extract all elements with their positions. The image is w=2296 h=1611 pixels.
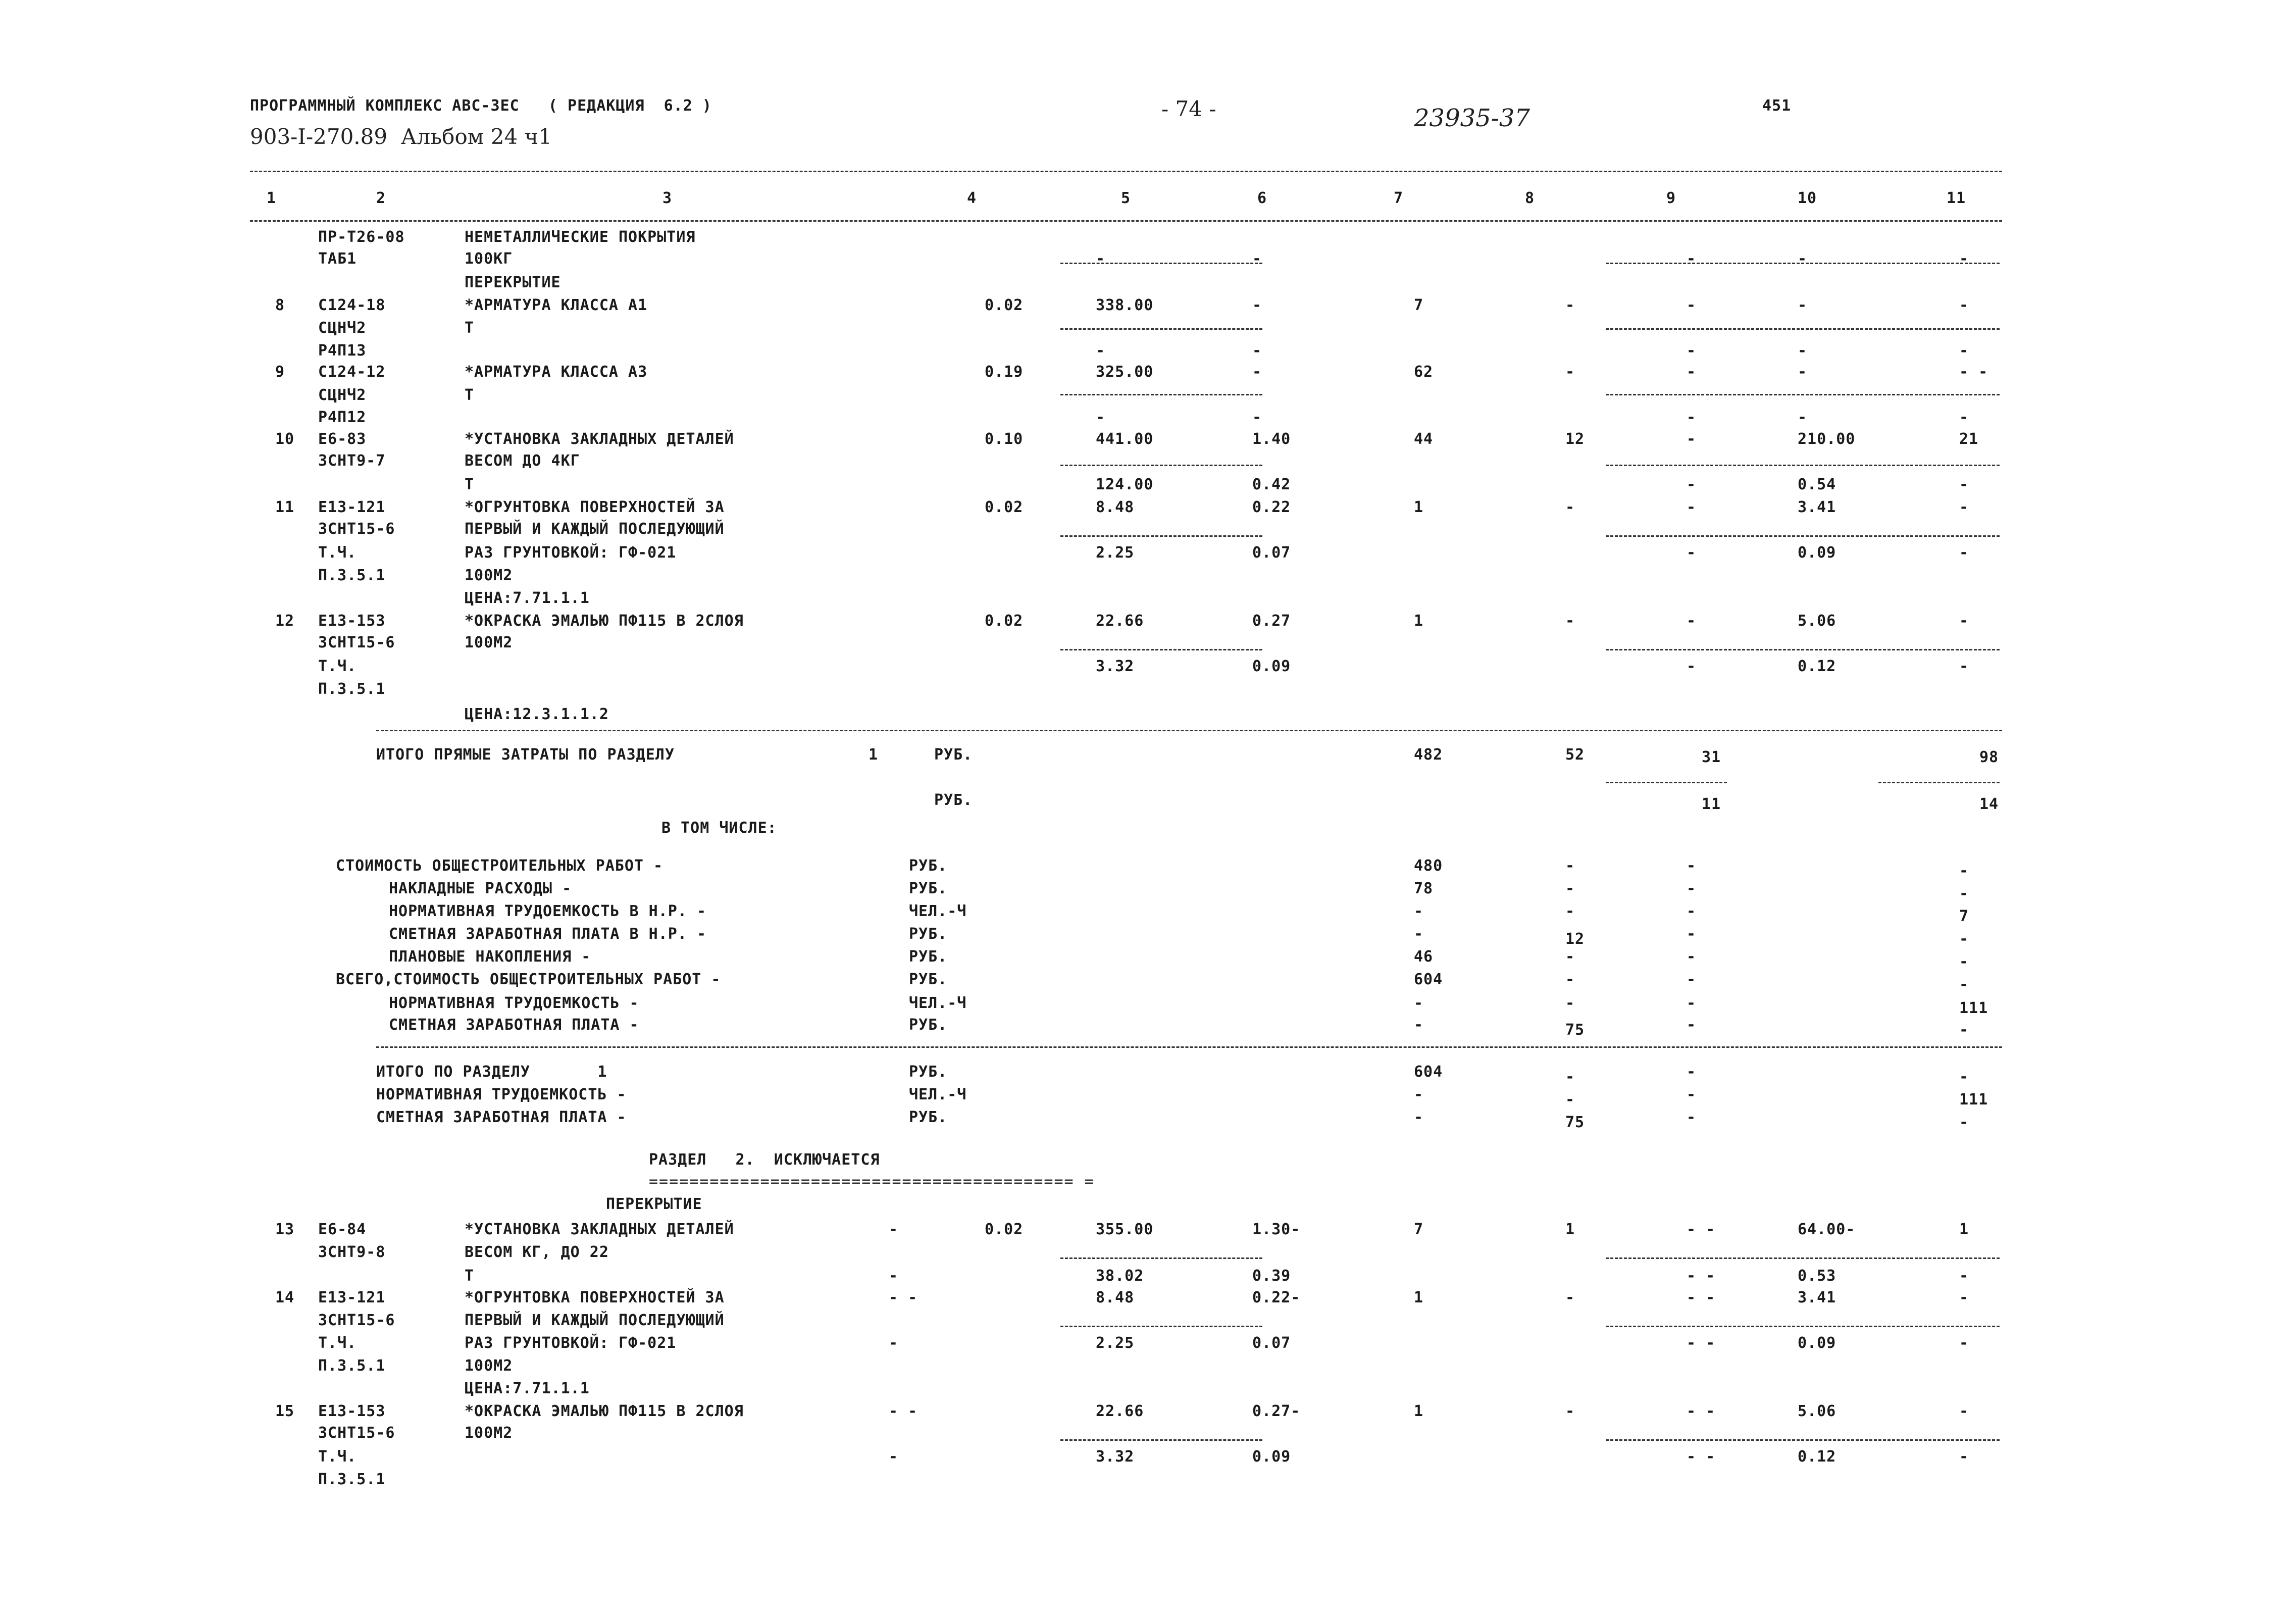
cell2-c3: РАЗ ГРУНТОВКОЙ: ГФ-021 — [465, 1334, 677, 1352]
cell-c3: Т — [465, 319, 475, 337]
cell2-c6: 1.30- — [1252, 1221, 1301, 1238]
breakdown-c11: - — [1959, 953, 1969, 971]
sheet-number: 451 — [1762, 97, 1792, 115]
direct-costs-subrule-b — [1878, 782, 2000, 783]
album-reference: 903-I-270.89 Альбом 24 ч1 — [250, 124, 552, 149]
cell2-c10: 0.53 — [1798, 1267, 1836, 1285]
cell2-c3b: - — [889, 1267, 899, 1285]
direct-costs-c7: 482 — [1414, 746, 1443, 764]
cell-c3: ПЕРЕКРЫТИЕ — [465, 274, 561, 291]
breakdown-label: НОРМАТИВНАЯ ТРУДОЕМКОСТЬ - — [389, 994, 639, 1012]
cell-c8: - — [1565, 612, 1575, 630]
cell-c10: 3.41 — [1798, 498, 1836, 516]
cell2-c9: - - — [1687, 1402, 1716, 1420]
sub-rule2-5 — [1606, 1439, 2000, 1441]
cell-c3: *АРМАТУРА КЛАССА А1 — [465, 296, 648, 314]
sub-rule-3 — [1606, 328, 2000, 330]
cell-c4: 0.02 — [985, 612, 1024, 630]
breakdown-c7: 78 — [1414, 880, 1434, 897]
breakdown-c7: 46 — [1414, 948, 1434, 966]
cell-c5: 2.25 — [1096, 544, 1135, 562]
breakdown-label: СТОИМОСТЬ ОБЩЕСТРОИТЕЛЬНЫХ РАБОТ - — [336, 857, 664, 875]
breakdown-c11: 111 — [1959, 999, 1988, 1017]
breakdown-c8: - — [1565, 948, 1575, 966]
column-header-5: 5 — [1121, 189, 1131, 207]
cell-c6: - — [1252, 296, 1262, 314]
cell-c6: 0.07 — [1252, 544, 1291, 562]
cell-c3: 100М2 — [465, 634, 513, 651]
breakdown-c9: - — [1687, 948, 1697, 966]
cell-c10: - — [1798, 296, 1808, 314]
cell2-c11: 1 — [1959, 1221, 1969, 1238]
breakdown-c11: - — [1959, 930, 1969, 948]
breakdown-c9: - — [1687, 994, 1697, 1012]
section-total-label: НОРМАТИВНАЯ ТРУДОЕМКОСТЬ - — [376, 1086, 627, 1103]
cell2-c11: - — [1959, 1448, 1969, 1466]
cell2-c1: 15 — [275, 1402, 295, 1420]
cell-c9: - — [1687, 612, 1697, 630]
breakdown-c8: - — [1565, 971, 1575, 988]
breakdown-c9: - — [1687, 925, 1697, 943]
cell-c11: 21 — [1959, 430, 1979, 448]
cell-c9: - — [1687, 342, 1697, 360]
cell2-c3: 100М2 — [465, 1424, 513, 1442]
cell2-c9: - - — [1687, 1267, 1716, 1285]
cell2-c3: ВЕСОМ КГ, ДО 22 — [465, 1243, 609, 1261]
section2-underline: ========================================== = — [649, 1173, 1095, 1190]
cell-c6: 0.27 — [1252, 612, 1291, 630]
cell2-c3: Т — [465, 1267, 475, 1285]
sub-rule2-4 — [1060, 1439, 1262, 1441]
cell-c7: 44 — [1414, 430, 1434, 448]
breakdown-c7: 604 — [1414, 971, 1443, 988]
cell-c9: - — [1687, 498, 1697, 516]
cell2-c7: 1 — [1414, 1402, 1424, 1420]
direct-costs-unit2: РУБ. — [934, 791, 973, 809]
cell-c3: ПЕРВЫЙ И КАЖДЫЙ ПОСЛЕДУЮЩИЙ — [465, 520, 725, 538]
cell2-c3: 100М2 — [465, 1357, 513, 1375]
cell-c5: 325.00 — [1096, 363, 1154, 381]
cell-c5: - — [1096, 250, 1106, 268]
sub-rule2-0 — [1060, 1257, 1262, 1259]
cell-c9: - — [1687, 658, 1697, 675]
cell2-c3: *ОКРАСКА ЭМАЛЬЮ ПФ115 В 2СЛОЯ — [465, 1402, 744, 1420]
cell2-c2: П.3.5.1 — [318, 1471, 386, 1488]
cell2-c6: 0.27- — [1252, 1402, 1301, 1420]
cell2-c2: Е13-153 — [318, 1402, 386, 1420]
breakdown-c9: - — [1687, 902, 1697, 920]
breakdown-unit: РУБ. — [909, 971, 948, 988]
column-header-9: 9 — [1666, 189, 1676, 207]
cell2-c5: 38.02 — [1096, 1267, 1144, 1285]
cell-c11: - — [1959, 498, 1969, 516]
cell-c2: Е13-153 — [318, 612, 386, 630]
breakdown-c7: - — [1414, 925, 1424, 943]
cell-c9: - — [1687, 409, 1697, 426]
cell-c2: СЦНЧ2 — [318, 386, 367, 404]
cell-c2: Е13-121 — [318, 498, 386, 516]
cell-c5: 338.00 — [1096, 296, 1154, 314]
cell-c3: ЦЕНА:12.3.1.1.2 — [465, 706, 609, 723]
section2-subtitle: ПЕРЕКРЫТИЕ — [606, 1195, 702, 1213]
cell2-c10: 5.06 — [1798, 1402, 1836, 1420]
cell2-c3: ПЕРВЫЙ И КАЖДЫЙ ПОСЛЕДУЮЩИЙ — [465, 1312, 725, 1329]
cell-c10: - — [1798, 409, 1808, 426]
cell2-c8: - — [1565, 1289, 1575, 1306]
cell2-c6: 0.39 — [1252, 1267, 1291, 1285]
sub-rule-4 — [1060, 394, 1262, 395]
section-total-c9: - — [1687, 1063, 1697, 1081]
cell-c2: ЗСНТ15-6 — [318, 520, 395, 538]
cell-c8: 12 — [1565, 430, 1585, 448]
breakdown-unit: ЧЕЛ.-Ч — [909, 902, 967, 920]
cell-c5: 441.00 — [1096, 430, 1154, 448]
cell-c5: - — [1096, 342, 1106, 360]
cell2-c5: 355.00 — [1096, 1221, 1154, 1238]
cell-c1: 8 — [275, 296, 285, 314]
cell-c6: 0.09 — [1252, 658, 1291, 675]
cell-c9: - — [1687, 250, 1697, 268]
cell2-c2: ЗСНТ15-6 — [318, 1424, 395, 1442]
breakdown-c11: - — [1959, 1021, 1969, 1039]
cell2-c8: 1 — [1565, 1221, 1575, 1238]
breakdown-label: ПЛАНОВЫЕ НАКОПЛЕНИЯ - — [389, 948, 591, 966]
section-total-label: СМЕТНАЯ ЗАРАБОТНАЯ ПЛАТА - — [376, 1109, 627, 1126]
breakdown-c11: - — [1959, 862, 1969, 880]
including-label: В ТОМ ЧИСЛЕ: — [661, 819, 777, 837]
breakdown-c8: 12 — [1565, 930, 1585, 948]
column-header-3: 3 — [662, 189, 673, 207]
direct-costs-subrule-a — [1606, 782, 1727, 783]
cell2-c3b: - — [889, 1448, 899, 1466]
direct-costs-c8: 52 — [1565, 746, 1585, 764]
direct-costs-c9-sub: 11 — [1702, 795, 1721, 813]
cell-c2: СЦНЧ2 — [318, 319, 367, 337]
section-total-c8: - — [1565, 1091, 1575, 1109]
cell2-c6: 0.09 — [1252, 1448, 1291, 1466]
column-header-4: 4 — [967, 189, 977, 207]
breakdown-unit: РУБ. — [909, 925, 948, 943]
breakdown-label: СМЕТНАЯ ЗАРАБОТНАЯ ПЛАТА В Н.Р. - — [389, 925, 707, 943]
cell-c1: 10 — [275, 430, 295, 448]
cell-c8: - — [1565, 498, 1575, 516]
section-total-c9: - — [1687, 1109, 1697, 1126]
breakdown-c9: - — [1687, 857, 1697, 875]
cell2-c2: ЗСНТ9-8 — [318, 1243, 386, 1261]
breakdown-unit: РУБ. — [909, 880, 948, 897]
cell2-c4: 0.02 — [985, 1221, 1024, 1238]
breakdown-label: НОРМАТИВНАЯ ТРУДОЕМКОСТЬ В Н.Р. - — [389, 902, 707, 920]
cell2-c1: 14 — [275, 1289, 295, 1306]
breakdown-c7: - — [1414, 994, 1424, 1012]
cell2-c3b: - - — [889, 1402, 918, 1420]
cell2-c6: 0.22- — [1252, 1289, 1301, 1306]
cell-c8: - — [1565, 296, 1575, 314]
direct-costs-section: 1 — [869, 746, 879, 764]
cell-c3: *ОГРУНТОВКА ПОВЕРХНОСТЕЙ ЗА — [465, 498, 725, 516]
column-header-10: 10 — [1798, 189, 1817, 207]
cell-c10: 210.00 — [1798, 430, 1856, 448]
cell2-c11: - — [1959, 1289, 1969, 1306]
cell-c3: *ОКРАСКА ЭМАЛЬЮ ПФ115 В 2СЛОЯ — [465, 612, 744, 630]
direct-costs-rule — [376, 730, 2002, 731]
sub-rule-8 — [1060, 535, 1262, 537]
breakdown-c8: - — [1565, 902, 1575, 920]
cell-c3: 100М2 — [465, 567, 513, 584]
breakdown-c7: 480 — [1414, 857, 1443, 875]
cell-c6: 1.40 — [1252, 430, 1291, 448]
sub-rule-11 — [1606, 649, 2000, 650]
cell2-c8: - — [1565, 1402, 1575, 1420]
cell2-c2: Е13-121 — [318, 1289, 386, 1306]
cell-c1: 9 — [275, 363, 285, 381]
cell-c10: 0.09 — [1798, 544, 1836, 562]
cell2-c1: 13 — [275, 1221, 295, 1238]
cell-c5: 3.32 — [1096, 658, 1135, 675]
cell-c5: - — [1096, 409, 1106, 426]
cell-c2: Р4П12 — [318, 409, 367, 426]
column-header-6: 6 — [1257, 189, 1267, 207]
cell-c7: 62 — [1414, 363, 1434, 381]
cell2-c5: 3.32 — [1096, 1448, 1135, 1466]
section-total-c7: - — [1414, 1086, 1424, 1103]
cell-c5: 8.48 — [1096, 498, 1135, 516]
cell2-c10: 0.09 — [1798, 1334, 1836, 1352]
direct-costs-unit: РУБ. — [934, 746, 973, 764]
cell-c9: - — [1687, 476, 1697, 493]
cell-c11: - — [1959, 342, 1969, 360]
cell-c3: ЦЕНА:7.71.1.1 — [465, 589, 590, 607]
cell-c2: П.3.5.1 — [318, 680, 386, 698]
cell2-c3b: - — [889, 1334, 899, 1352]
cell-c3: Т — [465, 386, 475, 404]
cell-c6: 0.22 — [1252, 498, 1291, 516]
cell-c11: - — [1959, 250, 1969, 268]
section-total-label: ИТОГО ПО РАЗДЕЛУ 1 — [376, 1063, 607, 1081]
breakdown-label: НАКЛАДНЫЕ РАСХОДЫ - — [389, 880, 572, 897]
column-header-2: 2 — [376, 189, 386, 207]
cell-c4: 0.10 — [985, 430, 1024, 448]
document-number: 23935-37 — [1414, 104, 1530, 132]
cell2-c6: 0.07 — [1252, 1334, 1291, 1352]
breakdown-unit: РУБ. — [909, 857, 948, 875]
cell-c10: 0.12 — [1798, 658, 1836, 675]
cell2-c9: - - — [1687, 1334, 1716, 1352]
cell2-c2: ЗСНТ15-6 — [318, 1312, 395, 1329]
section-total-unit: РУБ. — [909, 1063, 948, 1081]
breakdown-unit: РУБ. — [909, 948, 948, 966]
cell-c9: - — [1687, 296, 1697, 314]
direct-costs-label: ИТОГО ПРЯМЫЕ ЗАТРАТЫ ПО РАЗДЕЛУ — [376, 746, 675, 764]
cell2-c10: 3.41 — [1798, 1289, 1836, 1306]
direct-costs-c11: 98 — [1979, 748, 1999, 766]
sub-rule-0 — [1060, 263, 1262, 264]
cell-c3: 100КГ — [465, 250, 513, 268]
section-total-unit: ЧЕЛ.-Ч — [909, 1086, 967, 1103]
breakdown-c11: - — [1959, 885, 1969, 902]
header-rule-bottom — [250, 220, 2002, 222]
cell2-c3b: - — [889, 1221, 899, 1238]
cell-c2: ПР-Т26-08 — [318, 228, 405, 246]
cell-c10: - — [1798, 363, 1808, 381]
cell-c11: - — [1959, 544, 1969, 562]
section-total-unit: РУБ. — [909, 1109, 948, 1126]
cell-c9: - — [1687, 363, 1697, 381]
cell-c3: НЕМЕТАЛЛИЧЕСКИЕ ПОКРЫТИЯ — [465, 228, 696, 246]
cell2-c2: Е6-84 — [318, 1221, 367, 1238]
cell-c5: 124.00 — [1096, 476, 1154, 493]
cell-c4: 0.02 — [985, 296, 1024, 314]
cell-c2: С124-18 — [318, 296, 386, 314]
cell-c3: *АРМАТУРА КЛАССА А3 — [465, 363, 648, 381]
direct-costs-c9: 31 — [1702, 748, 1721, 766]
cell-c3: Т — [465, 476, 475, 493]
column-header-7: 7 — [1394, 189, 1404, 207]
breakdown-c8: - — [1565, 880, 1575, 897]
breakdown-c11: - — [1959, 976, 1969, 993]
cell2-c3: ЦЕНА:7.71.1.1 — [465, 1380, 590, 1397]
breakdown-c9: - — [1687, 971, 1697, 988]
cell-c1: 11 — [275, 498, 295, 516]
cell2-c2: Т.Ч. — [318, 1448, 357, 1466]
section-total-c11: - — [1959, 1114, 1969, 1131]
breakdown-unit: ЧЕЛ.-Ч — [909, 994, 967, 1012]
section-total-rule — [376, 1046, 2002, 1048]
cell-c6: - — [1252, 342, 1262, 360]
cell-c11: - — [1959, 612, 1969, 630]
header-rule-top — [250, 171, 2002, 172]
cell-c11: - — [1959, 409, 1969, 426]
cell-c2: П.3.5.1 — [318, 567, 386, 584]
breakdown-c9: - — [1687, 880, 1697, 897]
cell-c7: 1 — [1414, 612, 1424, 630]
cell2-c10: 64.00- — [1798, 1221, 1856, 1238]
cell2-c3: *УСТАНОВКА ЗАКЛАДНЫХ ДЕТАЛЕЙ — [465, 1221, 734, 1238]
sub-rule-1 — [1606, 263, 2000, 264]
breakdown-c9: - — [1687, 1016, 1697, 1034]
breakdown-c8: 75 — [1565, 1021, 1585, 1039]
cell-c10: 0.54 — [1798, 476, 1836, 493]
cell-c7: 7 — [1414, 296, 1424, 314]
sub-rule-7 — [1606, 465, 2000, 466]
cell2-c2: П.3.5.1 — [318, 1357, 386, 1375]
section2-title: РАЗДЕЛ 2. ИСКЛЮЧАЕТСЯ — [649, 1151, 880, 1169]
cell-c6: - — [1252, 363, 1262, 381]
cell-c10: - — [1798, 342, 1808, 360]
sub-rule-5 — [1606, 394, 2000, 395]
cell2-c5: 8.48 — [1096, 1289, 1135, 1306]
cell2-c7: 7 — [1414, 1221, 1424, 1238]
cell-c6: - — [1252, 250, 1262, 268]
cell-c11: - - — [1959, 363, 1988, 381]
breakdown-c7: - — [1414, 902, 1424, 920]
cell-c9: - — [1687, 544, 1697, 562]
cell-c5: 22.66 — [1096, 612, 1144, 630]
breakdown-label: СМЕТНАЯ ЗАРАБОТНАЯ ПЛАТА - — [389, 1016, 639, 1034]
cell-c3: ВЕСОМ ДО 4КГ — [465, 452, 580, 470]
cell2-c5: 2.25 — [1096, 1334, 1135, 1352]
breakdown-c8: - — [1565, 994, 1575, 1012]
cell-c11: - — [1959, 296, 1969, 314]
cell-c11: - — [1959, 476, 1969, 493]
cell-c1: 12 — [275, 612, 295, 630]
cell-c9: - — [1687, 430, 1697, 448]
cell2-c11: - — [1959, 1334, 1969, 1352]
cell2-c5: 22.66 — [1096, 1402, 1144, 1420]
cell2-c10: 0.12 — [1798, 1448, 1836, 1466]
cell2-c7: 1 — [1414, 1289, 1424, 1306]
page-number: - 74 - — [1161, 96, 1216, 121]
section-total-c11: - — [1959, 1068, 1969, 1086]
breakdown-c7: - — [1414, 1016, 1424, 1034]
column-header-11: 11 — [1947, 189, 1966, 207]
cell-c10: 5.06 — [1798, 612, 1836, 630]
sub-rule2-2 — [1060, 1326, 1262, 1327]
sub-rule2-1 — [1606, 1257, 2000, 1259]
cell-c2: ЗСНТ15-6 — [318, 634, 395, 651]
section-total-c9: - — [1687, 1086, 1697, 1103]
cell2-c2: Т.Ч. — [318, 1334, 357, 1352]
sub-rule-9 — [1606, 535, 2000, 537]
sub-rule-6 — [1060, 465, 1262, 466]
cell2-c3b: - - — [889, 1289, 918, 1306]
cell2-c11: - — [1959, 1267, 1969, 1285]
cell2-c9: - - — [1687, 1289, 1716, 1306]
cell-c2: ТАБ1 — [318, 250, 357, 268]
section-total-c7: 604 — [1414, 1063, 1443, 1081]
cell-c7: 1 — [1414, 498, 1424, 516]
cell-c4: 0.02 — [985, 498, 1024, 516]
cell2-c3: *ОГРУНТОВКА ПОВЕРХНОСТЕЙ ЗА — [465, 1289, 725, 1306]
column-header-1: 1 — [267, 189, 277, 207]
sub-rule-2 — [1060, 328, 1262, 330]
section-total-c7: - — [1414, 1109, 1424, 1126]
cell-c2: Т.Ч. — [318, 658, 357, 675]
cell-c8: - — [1565, 363, 1575, 381]
column-header-8: 8 — [1525, 189, 1535, 207]
cell-c3: *УСТАНОВКА ЗАКЛАДНЫХ ДЕТАЛЕЙ — [465, 430, 734, 448]
cell-c2: Т.Ч. — [318, 544, 357, 562]
section-total-c8: - — [1565, 1068, 1575, 1086]
cell2-c9: - - — [1687, 1448, 1716, 1466]
section-total-c11: 111 — [1959, 1091, 1988, 1109]
cell2-c9: - - — [1687, 1221, 1716, 1238]
breakdown-label: ВСЕГО,СТОИМОСТЬ ОБЩЕСТРОИТЕЛЬНЫХ РАБОТ - — [336, 971, 721, 988]
cell-c2: Р4П13 — [318, 342, 367, 360]
cell-c11: - — [1959, 658, 1969, 675]
section-total-c8: 75 — [1565, 1114, 1585, 1131]
sub-rule2-3 — [1606, 1326, 2000, 1327]
direct-costs-c11-sub: 14 — [1979, 795, 1999, 813]
cell-c6: 0.42 — [1252, 476, 1291, 493]
cell2-c11: - — [1959, 1402, 1969, 1420]
sub-rule-10 — [1060, 649, 1262, 650]
cell-c10: - — [1798, 250, 1808, 268]
breakdown-c8: - — [1565, 857, 1575, 875]
breakdown-unit: РУБ. — [909, 1016, 948, 1034]
cell-c2: ЗСНТ9-7 — [318, 452, 386, 470]
cell-c3: РАЗ ГРУНТОВКОЙ: ГФ-021 — [465, 544, 677, 562]
cell-c4: 0.19 — [985, 363, 1024, 381]
breakdown-c11: 7 — [1959, 908, 1969, 925]
cell-c2: С124-12 — [318, 363, 386, 381]
program-header: ПРОГРАММНЫЙ КОМПЛЕКС АВС-ЗЕС ( РЕДАКЦИЯ 6.2 ) — [250, 97, 712, 115]
cell-c6: - — [1252, 409, 1262, 426]
cell-c2: Е6-83 — [318, 430, 367, 448]
